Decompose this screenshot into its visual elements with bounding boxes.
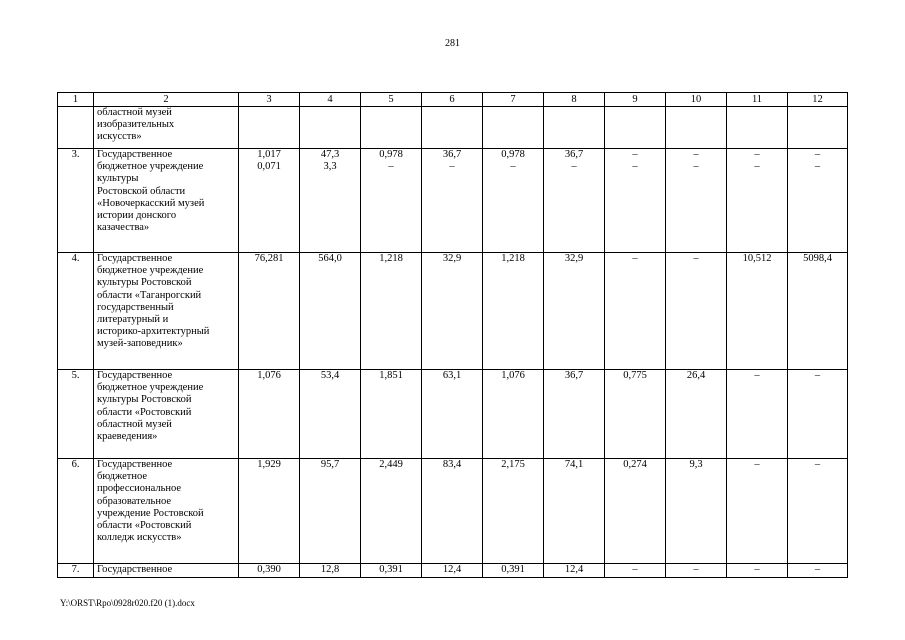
value-line: – — [754, 149, 760, 160]
value-line: 0,978 — [379, 149, 403, 160]
value-line: 0,390 — [257, 564, 281, 575]
value-cell-col-3 — [239, 459, 300, 564]
institution-name-line: культуры Ростовской — [97, 394, 192, 406]
header-cell-6: 6 — [422, 93, 483, 107]
value-cell-col-3 — [239, 107, 300, 149]
value-line: 32,9 — [442, 253, 462, 264]
value-line: – — [754, 370, 760, 381]
institution-name-cell — [94, 149, 239, 253]
value-cell-col-11 — [727, 149, 788, 253]
institution-name-line: Государственное — [97, 253, 173, 264]
value-line: – — [571, 161, 577, 173]
value-line: 12,8 — [320, 564, 340, 575]
value-line: – — [693, 253, 699, 264]
header-cell-12: 12 — [788, 93, 848, 107]
institution-name-line: «Новочеркасский музей — [97, 197, 205, 209]
institution-name-line: казачества» — [97, 222, 150, 234]
value-line: 0,978 — [501, 149, 525, 160]
header-cell-2: 2 — [94, 93, 239, 107]
value-cell-col-12 — [788, 459, 848, 564]
institution-name-line: Государственное — [97, 370, 173, 381]
value-cell-col-6 — [422, 564, 483, 578]
value-line: 32,9 — [564, 253, 584, 264]
page-number: 281 — [445, 38, 460, 49]
table-row — [58, 370, 848, 459]
institution-name-line: бюджетное — [97, 471, 148, 483]
value-line: 36,7 — [564, 149, 584, 160]
value-line: 12,4 — [564, 564, 584, 575]
value-cell-col-9 — [605, 149, 666, 253]
header-cell-10: 10 — [666, 93, 727, 107]
value-line: 0,071 — [257, 161, 281, 173]
value-line: – — [632, 564, 638, 575]
value-cell-col-7 — [483, 564, 544, 578]
value-cell-col-4 — [300, 253, 361, 370]
value-line: 2,175 — [501, 459, 525, 470]
institution-name-cell — [94, 107, 239, 149]
value-line: 74,1 — [564, 459, 584, 470]
row-number-cell — [58, 107, 94, 149]
table-body — [58, 93, 848, 578]
footer-file-path: Y:\ORST\Rpo\0928r020.f20 (1).docx — [60, 598, 195, 608]
header-cell-9: 9 — [605, 93, 666, 107]
value-cell-col-11 — [727, 107, 788, 149]
value-line: 36,7 — [564, 370, 584, 381]
value-line: – — [814, 149, 821, 160]
institution-name-line: образовательное — [97, 495, 171, 507]
table-row — [58, 459, 848, 564]
value-line: – — [814, 161, 821, 173]
institution-name-line: Государственное — [97, 564, 173, 575]
value-cell-col-8 — [544, 253, 605, 370]
value-cell-col-12 — [788, 253, 848, 370]
value-cell-col-8 — [544, 459, 605, 564]
value-line: – — [632, 253, 638, 264]
institution-name-line: областной музей — [97, 418, 172, 430]
institution-name-line: культуры Ростовской — [97, 277, 192, 289]
value-line: 0,274 — [623, 459, 647, 470]
value-line: 0,391 — [379, 564, 403, 575]
value-cell-col-6 — [422, 370, 483, 459]
value-line: 564,0 — [318, 253, 342, 264]
value-cell-col-6 — [422, 253, 483, 370]
value-line: – — [814, 459, 821, 470]
value-cell-col-5 — [361, 564, 422, 578]
value-line: 10,512 — [742, 253, 772, 264]
value-line: – — [754, 161, 760, 173]
value-cell-col-4 — [300, 107, 361, 149]
value-cell-col-8 — [544, 564, 605, 578]
table-header-row — [58, 93, 848, 107]
value-line: – — [693, 149, 699, 160]
value-cell-col-10 — [666, 107, 727, 149]
row-number-cell: 3. — [58, 149, 94, 253]
institution-name-cell — [94, 459, 239, 564]
value-cell-col-12 — [788, 149, 848, 253]
data-table — [57, 92, 848, 578]
value-cell-col-5 — [361, 459, 422, 564]
institution-name-line: государственный — [97, 301, 174, 313]
value-line: 1,017 — [257, 149, 281, 160]
value-line: 9,3 — [689, 459, 703, 470]
value-cell-col-3 — [239, 370, 300, 459]
value-line: 53,4 — [320, 370, 340, 381]
row-number-cell: 4. — [58, 253, 94, 370]
value-cell-col-7 — [483, 253, 544, 370]
value-cell-col-7 — [483, 149, 544, 253]
table-row — [58, 149, 848, 253]
row-number-cell: 6. — [58, 459, 94, 564]
value-cell-col-4 — [300, 459, 361, 564]
table-row — [58, 564, 848, 578]
value-cell-col-9 — [605, 253, 666, 370]
institution-name-line: профессиональное — [97, 483, 182, 495]
value-line: – — [449, 161, 455, 173]
institution-name-line: Ростовской области — [97, 185, 186, 197]
row-number-cell: 7. — [58, 564, 94, 578]
value-cell-col-11 — [727, 370, 788, 459]
value-line: 95,7 — [320, 459, 340, 470]
institution-name-line: бюджетное учреждение — [97, 382, 204, 394]
value-line: 1,218 — [379, 253, 403, 264]
institution-name-line: Государственное — [97, 459, 173, 470]
value-line: – — [693, 161, 699, 173]
value-cell-col-10 — [666, 459, 727, 564]
value-line: 3,3 — [323, 161, 337, 173]
value-cell-col-4 — [300, 564, 361, 578]
institution-name-line: культуры — [97, 173, 139, 185]
header-cell-4: 4 — [300, 93, 361, 107]
institution-name-line: учреждение Ростовской — [97, 507, 204, 519]
header-cell-11: 11 — [727, 93, 788, 107]
value-cell-col-4 — [300, 370, 361, 459]
value-cell-col-5 — [361, 149, 422, 253]
value-line: 0,775 — [623, 370, 647, 381]
value-cell-col-12 — [788, 370, 848, 459]
institution-name-line: литературный и — [97, 314, 169, 326]
value-line: 1,851 — [379, 370, 403, 381]
value-cell-col-7 — [483, 370, 544, 459]
value-cell-col-4 — [300, 149, 361, 253]
value-cell-col-8 — [544, 149, 605, 253]
value-line: 0,391 — [501, 564, 525, 575]
value-line: – — [693, 564, 699, 575]
value-cell-col-12 — [788, 564, 848, 578]
value-cell-col-11 — [727, 253, 788, 370]
value-cell-col-9 — [605, 370, 666, 459]
institution-name-line: колледж искусств» — [97, 532, 182, 544]
value-cell-col-10 — [666, 564, 727, 578]
table-row — [58, 253, 848, 370]
value-line: 1,076 — [501, 370, 525, 381]
value-line: 36,7 — [442, 149, 462, 160]
value-cell-col-3 — [239, 564, 300, 578]
value-cell-col-9 — [605, 107, 666, 149]
row-number-cell: 5. — [58, 370, 94, 459]
table-row — [58, 107, 848, 149]
value-cell-col-10 — [666, 253, 727, 370]
value-line: 2,449 — [379, 459, 403, 470]
value-line: 76,281 — [254, 253, 284, 264]
value-cell-col-3 — [239, 149, 300, 253]
value-line: – — [814, 370, 821, 381]
header-cell-3: 3 — [239, 93, 300, 107]
value-cell-col-6 — [422, 149, 483, 253]
value-line: – — [510, 161, 516, 173]
institution-name-line: музей-заповедник» — [97, 338, 183, 350]
institution-name-cell — [94, 564, 239, 578]
value-line: 1,218 — [501, 253, 525, 264]
institution-name-line: области «Ростовский — [97, 520, 192, 532]
institution-name-line: краеведения» — [97, 431, 158, 443]
value-cell-col-7 — [483, 459, 544, 564]
value-cell-col-6 — [422, 107, 483, 149]
institution-name-line: историко-архитектурный — [97, 326, 210, 338]
value-line: 1,929 — [257, 459, 281, 470]
value-line: – — [814, 564, 821, 575]
institution-name-line: бюджетное учреждение — [97, 265, 204, 277]
value-cell-col-3 — [239, 253, 300, 370]
value-line: – — [632, 149, 638, 160]
institution-name-line: изобразительных — [97, 119, 175, 131]
institution-name-cell — [94, 370, 239, 459]
value-cell-col-10 — [666, 149, 727, 253]
value-line: 26,4 — [686, 370, 706, 381]
value-line: – — [632, 161, 638, 173]
value-line: 5098,4 — [803, 253, 832, 264]
value-cell-col-5 — [361, 370, 422, 459]
institution-name-line: области «Таганрогский — [97, 289, 202, 301]
value-cell-col-9 — [605, 459, 666, 564]
institution-name-line: истории донского — [97, 210, 177, 222]
value-line: – — [754, 459, 760, 470]
value-cell-col-6 — [422, 459, 483, 564]
institution-name-line: бюджетное учреждение — [97, 161, 204, 173]
value-line: – — [754, 564, 760, 575]
value-cell-col-7 — [483, 107, 544, 149]
value-cell-col-5 — [361, 253, 422, 370]
institution-name-line: искусств» — [97, 131, 142, 143]
value-line: 1,076 — [257, 370, 281, 381]
value-line: 47,3 — [320, 149, 340, 160]
header-cell-1: 1 — [58, 93, 94, 107]
header-cell-8: 8 — [544, 93, 605, 107]
institution-name-line: области «Ростовский — [97, 406, 192, 418]
value-cell-col-10 — [666, 370, 727, 459]
value-cell-col-8 — [544, 370, 605, 459]
header-cell-7: 7 — [483, 93, 544, 107]
value-cell-col-12 — [788, 107, 848, 149]
institution-name-line: областной музей — [97, 107, 172, 118]
institution-name-cell — [94, 253, 239, 370]
value-cell-col-11 — [727, 564, 788, 578]
value-cell-col-9 — [605, 564, 666, 578]
value-line: 83,4 — [442, 459, 462, 470]
header-cell-5: 5 — [361, 93, 422, 107]
value-cell-col-11 — [727, 459, 788, 564]
value-line: 12,4 — [442, 564, 462, 575]
institution-name-line: Государственное — [97, 149, 173, 160]
value-cell-col-8 — [544, 107, 605, 149]
value-cell-col-5 — [361, 107, 422, 149]
value-line: 63,1 — [442, 370, 462, 381]
value-line: – — [388, 161, 394, 173]
